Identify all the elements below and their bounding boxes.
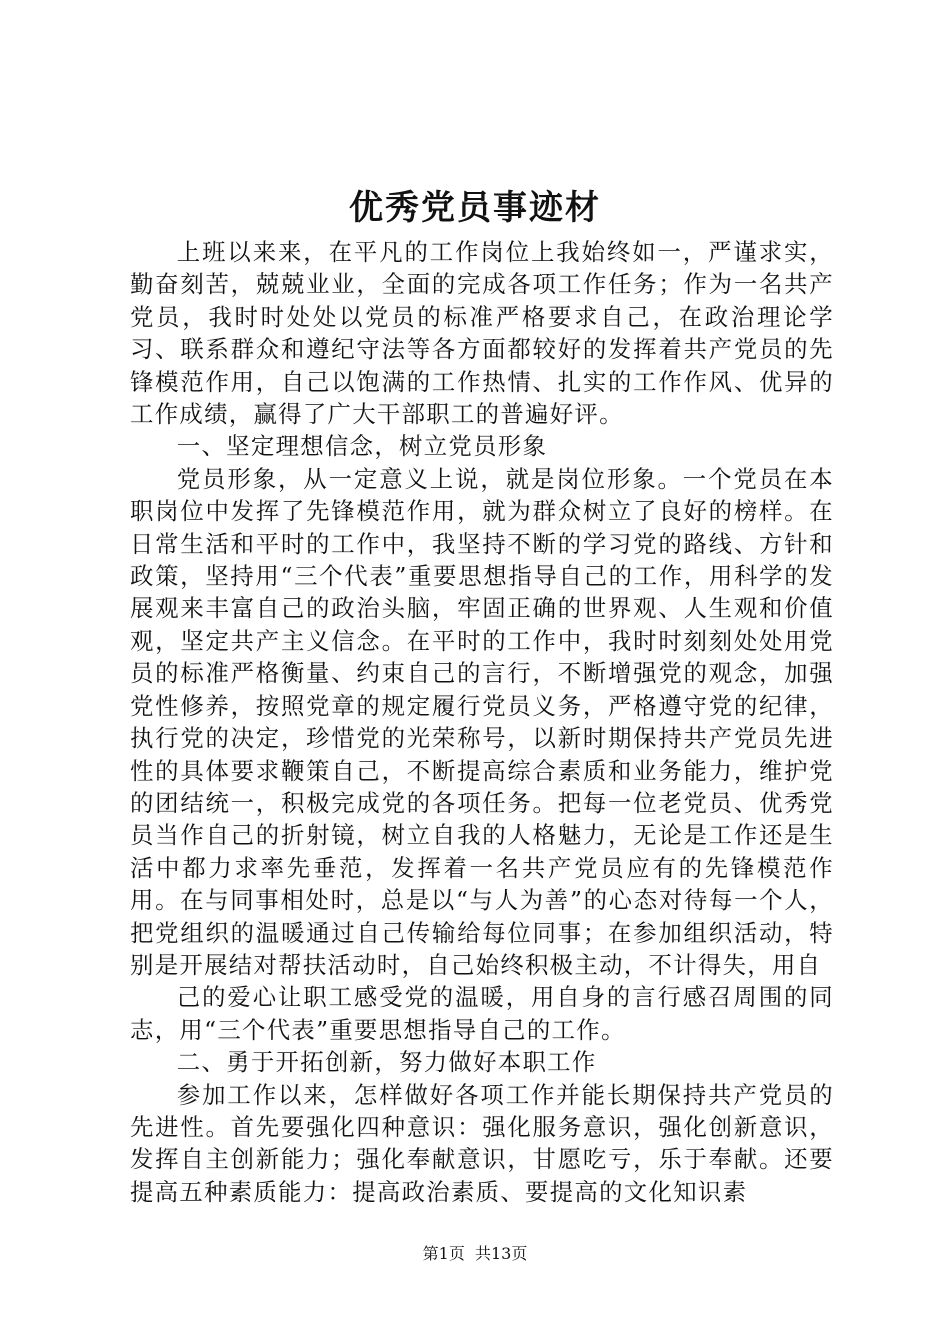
paragraph-intro: 上班以来来，在平凡的工作岗位上我始终如一，严谨求实，勤奋刻苦，兢兢业业，全面的完成各项工作任务；作为一名共产党员，我时时处处以党员的标准严格要求自己，在政治理论学习、联系群众和遵纪守法等各方面都较好的发挥着共产党员的先锋模范作用，自己以饱满的工作热情、扎实的工作作风、优异的工作成绩，赢得了广大干部职工的普遍好评。 — [130, 238, 834, 429]
document-title: 优秀党员事迹材 — [349, 188, 601, 228]
paragraph-section-1-continued: 己的爱心让职工感受党的温暖，用自身的言行感召周围的同志，用“三个代表”重要思想指导自己的工作。 — [130, 983, 834, 1044]
page-footer: 第1页 共13页 — [422, 1244, 528, 1263]
section-heading-1: 一、坚定理想信念，树立党员形象 — [176, 432, 548, 461]
paragraph-section-2: 参加工作以来，怎样做好各项工作并能长期保持共产党员的先进性。首先要强化四种意识：强化服务意识，强化创新意识，发挥自主创新能力；强化奉献意识，甘愿吃亏，乐于奉献。还要提高五种素质能力：提高政治素质、要提高的文化知识素 — [130, 1080, 834, 1206]
document-body — [130, 236, 834, 1208]
paragraph-section-1: 党员形象，从一定意义上说，就是岗位形象。一个党员在本职岗位中发挥了先锋模范作用，就为群众树立了良好的榜样。在日常生活和平时的工作中，我坚持不断的学习党的路线、方针和政策，坚持用“三个代表”重要思想指导自己的工作，用科学的发展观来丰富自己的政治头脑，牢固正确的世界观、人生观和价值观，坚定共产主义信念。在平时的工作中，我时时刻刻处处用党员的标准严格衡量、约束自己的言行，不断增强党的观念，加强党性修养，按照党章的规定履行党员义务，严格遵守党的纪律，执行党的决定，珍惜党的光荣称号，以新时期保持共产党员先进性的具体要求鞭策自己，不断提高综合素质和业务能力，维护党的团结统一，积极完成党的各项任务。把每一位老党员、优秀党员当作自己的折射镜，树立自我的人格魅力，无论是工作还是生活中都力求率先垂范，发挥着一名共产党员应有的先锋模范作用。在与同事相处时，总是以“与人为善”的心态对待每一个人，把党组织的温暖通过自己传输给每位同事；在参加组织活动，特别是开展结对帮扶活动时，自己始终积极主动，不计得失，用自 — [130, 464, 834, 979]
section-heading-2: 二、勇于开拓创新，努力做好本职工作 — [176, 1048, 597, 1077]
